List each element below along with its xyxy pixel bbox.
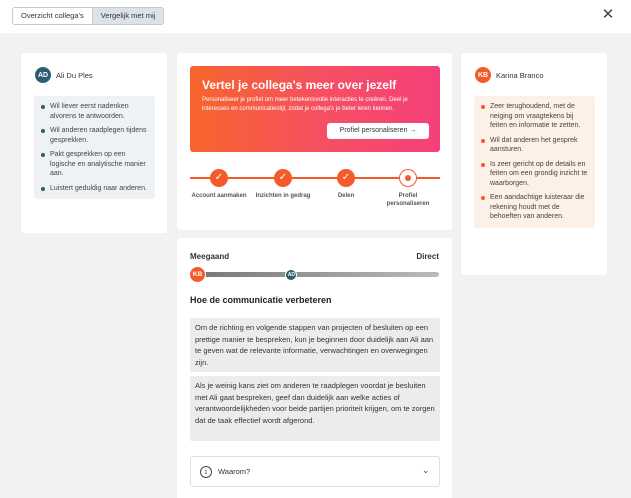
step-done-icon: ✓	[274, 169, 292, 187]
step-label: Inzichten in gedrag	[255, 193, 311, 199]
scale-left-label: Meegaand	[190, 252, 230, 261]
scale-marker-ad: AD	[285, 269, 297, 281]
button-label: Profiel personaliseren	[339, 127, 408, 134]
chevron-down-icon: ⌄	[422, 465, 430, 475]
tab-overview[interactable]: Overzicht collega's	[21, 11, 84, 20]
step-done-icon: ✓	[210, 169, 228, 187]
communication-scale-bar	[197, 272, 439, 277]
list-item: Pakt gesprekken op een logische en analytische manier aan.	[40, 150, 149, 179]
colleague-name: Karina Branco	[496, 70, 544, 80]
list-item: Wil anderen raadplegen tijdens gesprekken.	[40, 126, 149, 145]
arrow-right-icon: →	[409, 127, 417, 134]
colleague-card-left	[21, 53, 167, 233]
colleague-header	[475, 67, 544, 83]
promo-title: Vertel je collega's meer over jezelf	[202, 78, 397, 92]
list-item: Wil liever eerst nadenken alvorens te antwoorden.	[40, 102, 149, 121]
top-bar	[0, 0, 631, 33]
profile-progress-card	[177, 53, 452, 230]
trait-list	[474, 96, 595, 228]
colleague-header	[35, 67, 93, 83]
accordion-label: Waarom?	[218, 467, 251, 476]
scale-marker-kb: KB	[189, 266, 206, 283]
personalize-profile-button[interactable]	[327, 123, 429, 139]
list-item: Is zeer gericht op de details en feiten om een grondig inzicht te waarborgen.	[480, 160, 589, 189]
why-accordion[interactable]	[190, 456, 440, 487]
promo-banner	[190, 66, 440, 152]
trait-list	[34, 96, 155, 199]
avatar: KB	[475, 67, 491, 83]
step-current-icon	[399, 169, 417, 187]
bullet-icon	[41, 153, 45, 157]
step-label: Delen	[337, 193, 355, 199]
scale-right-label: Direct	[416, 252, 439, 261]
bullet-icon	[481, 196, 485, 200]
avatar: AD	[35, 67, 51, 83]
section-title: Hoe de communicatie verbeteren	[190, 295, 332, 305]
advice-paragraph: Om de richting en volgende stappen van projecten of besluiten op een prettige manier te bespreken, kun je beginnen door duidelijk aan Ali aan te geven wat de relevante informatie, verwachtingen en overwegingen zijn.	[190, 318, 440, 372]
tab-compare[interactable]: Vergelijk met mij	[92, 8, 164, 24]
list-item: Luistert geduldig naar anderen.	[40, 184, 149, 194]
promo-text: Personaliseer je profiel om meer betekenisvolle interacties te creëren. Deel je interesses en communicatiestijl, zodat je collega's je beter leren kennen.	[202, 97, 408, 112]
bullet-icon	[41, 105, 45, 109]
colleague-name: Ali Du Ples	[56, 70, 93, 80]
close-icon[interactable]: ✕	[601, 6, 615, 23]
colleague-card-right	[461, 53, 607, 275]
list-item: Wil dat anderen het gesprek aansturen.	[480, 136, 589, 155]
step-done-icon: ✓	[337, 169, 355, 187]
step-label: Profiel personaliseren	[386, 193, 430, 207]
bullet-icon	[481, 139, 485, 143]
list-item: Een aandachtige luisteraar die rekening houdt met de behoeften van anderen.	[480, 193, 589, 222]
bullet-icon	[481, 105, 485, 109]
bullet-icon	[481, 163, 485, 167]
info-icon: i	[200, 466, 212, 478]
step-label: Account aanmaken	[191, 193, 247, 199]
communication-card	[177, 238, 452, 498]
bullet-icon	[41, 187, 45, 191]
view-tabs	[12, 7, 164, 25]
advice-paragraph: Als je weinig kans ziet om anderen te raadplegen voordat je besluiten met Ali gaat bespreken, geef dan duidelijk aan welke acties of verantwoordelijkheden voor beide partijen prioriteit krijgen, om te zorgen dat de taak effectief wordt afgerond.	[190, 376, 440, 441]
bullet-icon	[41, 129, 45, 133]
list-item: Zeer terughoudend, met de neiging om vraagtekens bij feiten en informatie te zetten.	[480, 102, 589, 131]
